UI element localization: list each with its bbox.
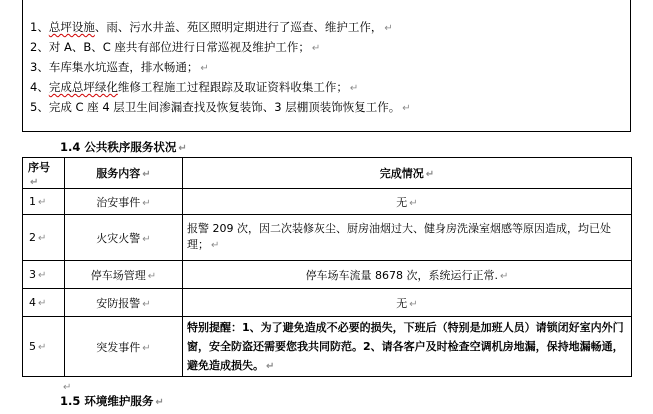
row-item-text: 火灾火警 bbox=[96, 231, 141, 245]
header-no-text: 序号 bbox=[28, 160, 50, 174]
paragraph-mark: ↵ bbox=[142, 169, 151, 180]
work-item-1-text: 1、总坪设施、雨、污水井盖、苑区照明定期进行了巡查、维护工作， bbox=[30, 20, 383, 34]
paragraph-mark: ↵ bbox=[211, 240, 220, 251]
work-item-3-text: 3、车库集水坑巡查，排水畅通； bbox=[30, 60, 199, 74]
row-result[interactable] bbox=[183, 261, 632, 289]
header-result-text: 完成情况 bbox=[379, 167, 424, 180]
row-result[interactable] bbox=[183, 215, 632, 261]
work-item-4-text: 4、完成总坪绿化维修工程施工过程跟踪及取证资料收集工作； bbox=[30, 80, 348, 94]
paragraph-mark: ↵ bbox=[30, 176, 39, 188]
paragraph-mark: ↵ bbox=[402, 103, 411, 114]
paragraph-mark: ↵ bbox=[384, 23, 393, 34]
table-row bbox=[23, 215, 632, 261]
paragraph-mark: ↵ bbox=[38, 197, 47, 208]
section-title-environment-text: 1.5 环境维护服务 bbox=[60, 394, 154, 408]
row-result-text: 停车场车流量 8678 次，系统运行正常. bbox=[305, 268, 499, 282]
section-title-public-order[interactable] bbox=[60, 139, 187, 155]
work-item-5-text: 5、完成 C 座 4 层卫生间渗漏查找及恢复装饰、3 层棚顶装饰恢复工作。 bbox=[30, 100, 401, 114]
row-no[interactable] bbox=[23, 189, 65, 215]
paragraph-mark: ↵ bbox=[147, 270, 157, 282]
paragraph-mark: ↵ bbox=[142, 233, 151, 245]
header-result bbox=[183, 158, 632, 189]
work-item-2-text: 2、对 A、B、C 座共有部位进行日常巡视及维护工作； bbox=[30, 40, 310, 54]
paragraph-mark: ↵ bbox=[142, 342, 151, 354]
table-header-row bbox=[23, 158, 632, 189]
row-no[interactable] bbox=[23, 215, 65, 261]
paragraph-mark: ↵ bbox=[63, 382, 72, 393]
paragraph-mark: ↵ bbox=[200, 63, 209, 74]
paragraph-mark: ↵ bbox=[142, 197, 151, 209]
row-item[interactable] bbox=[65, 289, 183, 317]
row-result-text: 特别提醒：1、为了避免造成不必要的损失，下班后（特别是加班人员）请锁闭好室内外门窗，安全防盗还需要您我共同防范。2、请各客户及时检查空调机房地漏，保持地漏畅通，避免造成损失。 bbox=[187, 320, 624, 372]
work-summary-box bbox=[22, 6, 631, 132]
paragraph-mark: ↵ bbox=[38, 342, 47, 353]
row-item[interactable] bbox=[65, 215, 183, 261]
work-item-5[interactable] bbox=[30, 98, 411, 118]
work-item-4[interactable] bbox=[30, 78, 411, 98]
empty-paragraph[interactable] bbox=[61, 375, 71, 394]
table-row bbox=[23, 261, 632, 289]
row-item-text: 停车场管理 bbox=[90, 268, 146, 282]
paragraph-mark: ↵ bbox=[409, 298, 418, 310]
row-no[interactable] bbox=[23, 261, 65, 289]
row-no-text: 2 bbox=[29, 231, 36, 244]
paragraph-mark: ↵ bbox=[425, 169, 435, 180]
paragraph-mark: ↵ bbox=[500, 270, 509, 282]
table-row bbox=[23, 189, 632, 215]
paragraph-mark: ↵ bbox=[311, 43, 321, 54]
work-item-1[interactable] bbox=[30, 18, 411, 38]
row-item[interactable] bbox=[65, 261, 183, 289]
paragraph-mark: ↵ bbox=[155, 397, 164, 408]
paragraph-mark: ↵ bbox=[38, 233, 47, 244]
row-item-text: 安防报警 bbox=[96, 296, 141, 310]
row-no[interactable] bbox=[23, 289, 65, 317]
work-item-3[interactable] bbox=[30, 58, 411, 78]
section-title-public-order-text: 1.4 公共秩序服务状况 bbox=[60, 140, 177, 154]
paragraph-mark: ↵ bbox=[266, 360, 275, 372]
row-item-text: 治安事件 bbox=[96, 195, 141, 209]
header-item-text: 服务内容 bbox=[96, 167, 141, 180]
paragraph-mark: ↵ bbox=[38, 270, 47, 281]
row-no[interactable] bbox=[23, 317, 65, 377]
row-result-text: 报警 209 次，因二次装修灰尘、厨房油烟过大、健身房洗澡室烟感等原因造成，均已处理； bbox=[187, 222, 611, 251]
spellcheck-underline: 完成总坪绿化 bbox=[48, 80, 118, 94]
row-no-text: 3 bbox=[29, 268, 36, 281]
paragraph-mark: ↵ bbox=[349, 83, 359, 94]
paragraph-mark: ↵ bbox=[142, 298, 151, 310]
row-no-text: 1 bbox=[29, 195, 36, 208]
table-row bbox=[23, 317, 632, 377]
paragraph-mark: ↵ bbox=[409, 197, 418, 209]
work-item-2[interactable] bbox=[30, 38, 411, 58]
header-item bbox=[65, 158, 183, 189]
row-no-text: 5 bbox=[29, 340, 36, 353]
public-order-table bbox=[22, 157, 632, 377]
row-item[interactable] bbox=[65, 189, 183, 215]
paragraph-mark: ↵ bbox=[38, 298, 47, 309]
row-result-text: 无 bbox=[396, 195, 408, 209]
row-no-text: 4 bbox=[29, 296, 36, 309]
row-result[interactable] bbox=[183, 317, 632, 377]
header-no bbox=[23, 158, 65, 189]
row-result-text: 无 bbox=[396, 296, 408, 310]
section-title-environment[interactable] bbox=[60, 393, 164, 409]
row-item[interactable] bbox=[65, 317, 183, 377]
paragraph-mark: ↵ bbox=[178, 143, 187, 154]
row-result[interactable] bbox=[183, 289, 632, 317]
row-result[interactable] bbox=[183, 189, 632, 215]
row-item-text: 突发事件 bbox=[96, 340, 141, 354]
spellcheck-underline: 总坪设施 bbox=[48, 20, 95, 34]
table-row bbox=[23, 289, 632, 317]
